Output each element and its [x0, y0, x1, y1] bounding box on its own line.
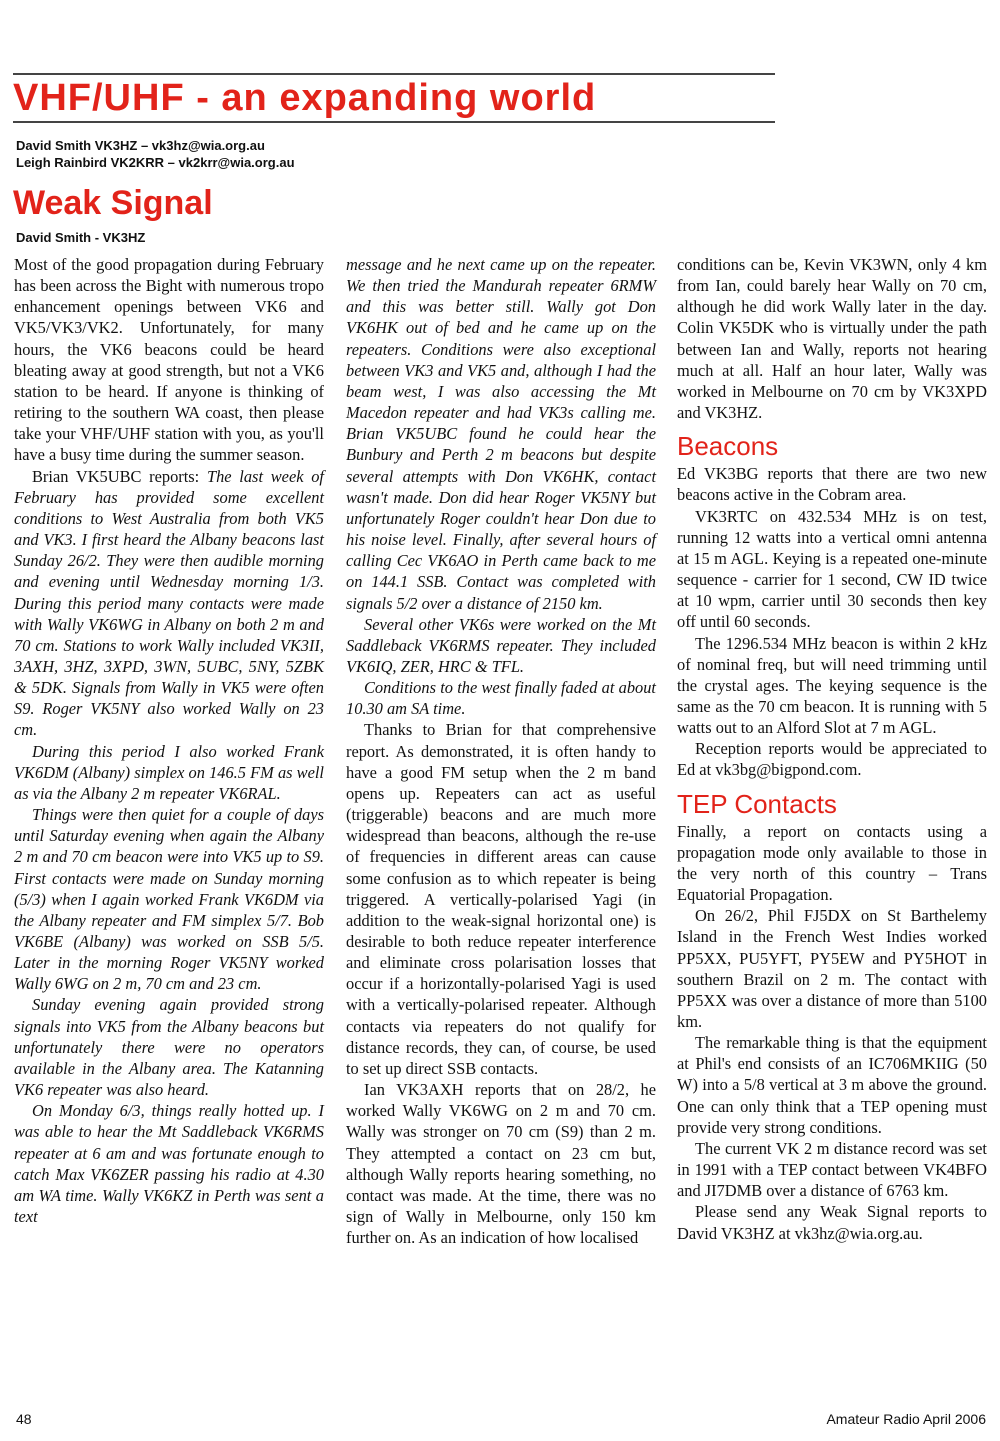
paragraph: On 26/2, Phil FJ5DX on St Barthelemy Island in the French West Indies worked PP5XX, PU5YFT, PY5EW and PY5HOT in southern Brazil on 2 m. The contact with PP5XX was over a distance of more than 5100 km. [677, 906, 987, 1031]
text-column-2 [346, 254, 656, 1248]
paragraph: Finally, a report on contacts using a propagation mode only available to those in the very north of this country – Trans Equatorial Propagation. [677, 821, 987, 905]
tep-contacts-heading: TEP Contacts [677, 788, 837, 819]
paragraph: Please send any Weak Signal reports to David VK3HZ at vk3hz@wia.org.au. [677, 1202, 987, 1243]
paragraph [14, 804, 324, 994]
paragraph: Reception reports would be appreciated to Ed at vk3bg@bigpond.com. [677, 739, 987, 780]
paragraph: Ian VK3AXH reports that on 28/2, he worked Wally VK6WG on 2 m and 70 cm. Wally was stronger on 70 cm (S9) than 2 m. They attempted a contact on 23 cm but, although Wally reports hearing something, no contact was made. At the time, there was no sign of Wally in Melbourne, only 150 km further on. As an indication of how localised [346, 1080, 656, 1248]
page-number: 48 [16, 1411, 32, 1427]
author-line: Leigh Rainbird VK2KRR – vk2krr@wia.org.au [16, 155, 295, 170]
quoted-report: Several other VK6s were worked on the Mt Saddleback VK6RMS repeater. They included VK6IQ, ZER, HRC & TFL. [346, 614, 656, 676]
paragraph: conditions can be, Kevin VK3WN, only 4 km from Ian, could barely hear Wally on 70 cm, although he did work Wally later in the day. Colin VK5DK who is virtually under the path between Ian and Wally, reports not hearing much at all. Half an hour later, Wally was worked in Melbourne on 70 cm by VK3XPD and VK3HZ. [677, 255, 987, 423]
quoted-report: On Monday 6/3, things really hotted up. I was able to hear the Mt Saddleback VK6RMS repeater at 6 am and was fortunate enough to catch Max VK6ZER passing his radio at 4.30 am WA time. Wally VK6KZ in Perth was sent a text [14, 1101, 324, 1227]
section-byline: David Smith - VK3HZ [16, 230, 146, 245]
paragraph [14, 466, 324, 741]
author-line: David Smith VK3HZ – vk3hz@wia.org.au [16, 138, 265, 153]
quoted-report: Sunday evening again provided strong signals into VK5 from the Albany beacons but unfortunately there were no operators available in the Albany area. The Katanning VK6 repeater was also heard. [14, 995, 324, 1100]
paragraph: The remarkable thing is that the equipment at Phil's end consists of an IC706MKIIG (50 W) into a 5/8 vertical at 3 m above the ground. One can only think that a TEP opening must provide very strong conditions. [677, 1033, 987, 1137]
paragraph: Ed VK3BG reports that there are two new beacons active in the Cobram area. [677, 464, 987, 505]
paragraph [14, 1100, 324, 1227]
column-authors [16, 137, 716, 171]
text-column-1 [14, 254, 324, 1227]
publication-footer: Amateur Radio April 2006 [826, 1411, 986, 1427]
paragraph [14, 994, 324, 1100]
title-rule-top [13, 73, 775, 75]
paragraph [346, 677, 656, 719]
column-title: VHF/UHF - an expanding world [13, 77, 597, 119]
paragraph: The current VK 2 m distance record was set in 1991 with a TEP contact between VK4BFO and JI7DMB over a distance of 6763 km. [677, 1138, 987, 1201]
quoted-report: Conditions to the west finally faded at about 10.30 am SA time. [346, 678, 656, 719]
title-rule-bottom [13, 121, 775, 123]
paragraph: VK3RTC on 432.534 MHz is on test, running 12 watts into a vertical omni antenna at 15 m AGL. Keying is a repeated one-minute sequence - carrier for 1 second, CW ID twice at 10 wpm, carrier until 30 seconds then key off until 60 seconds. [677, 506, 987, 632]
paragraph: Most of the good propagation during February has been across the Bight with numerous tropo enhancement openings between VK6 and VK5/VK3/VK2. Unfortunately, for many hours, the VK6 beacons could be heard bleating away at good strength, but not a VK6 station to be heard. If anyone is thinking of retiring to the southern WA coast, then please take your VHF/UHF station with you, as you'll have a busy time during the summer season. [14, 255, 324, 465]
paragraph [346, 614, 656, 677]
beacons-heading: Beacons [677, 431, 779, 462]
quoted-report: The last week of February has provided some excellent conditions to West Australia from both VK5 and VK3. I first heard the Albany beacons last Sunday 26/2. They were then audible morning and evening until Wednesday morning 1/3. During this period many contacts were made with Wally VK6WG in Albany on both 2 m and 70 cm. Stations to work Wally included VK3II, 3AXH, 3HZ, 3XPD, 3WN, 5UBC, 5NY, 5ZBK & 5DK. Signals from Wally in VK5 were often S9. Roger VK5NY also worked Wally on 23 cm. [14, 466, 324, 740]
paragraph: Thanks to Brian for that comprehensive report. As demonstrated, it is often handy to have a good FM setup when the 2 m band opens up. Repeaters can act as useful (triggerable) beacons and are much more widespread than beacons, although the re-use of frequencies in different areas can cause some confusion as to which repeater is being triggered. A vertically-polarised Yagi (in addition to the weak-signal horizontal one) is desirable to both reduce repeater interference and eliminate cross polarisation losses that occur if a horizontally-polarised Yagi is used with a vertically-polarised repeater. Although contacts via repeaters do not qualify for distance records, they can, of course, be used to set up direct SSB contacts. [346, 720, 656, 1078]
quoted-report: message and he next came up on the repeater. We then tried the Mandurah repeater 6RMW and this was better still. Wally got Don VK6HK out of bed and he came up on the repeaters. Conditions were also exceptional between VK3 and VK5 and, although I had the beam west, I was also accessing the Mt Macedon repeater and had VK3s calling me. Brian VK5UBC found he could hear the Bunbury and Perth 2 m beacons but despite several attempts with Don VK6HK, contact wasn't made. Don did hear Roger VK5NY but unfortunately Roger couldn't hear Don due to his noise level. Finally, after several hours of calling Cec VK6AO in Perth came back to me on 144.1 SSB. Contact was completed with signals 5/2 over a distance of 2150 km. [346, 255, 656, 613]
paragraph [346, 254, 656, 614]
paragraph [14, 741, 324, 804]
text-column-3 [677, 254, 987, 1244]
quoted-report: During this period I also worked Frank VK6DM (Albany) simplex on 146.5 FM as well as via the Albany 2 m repeater VK6RAL. [14, 741, 324, 803]
section-title: Weak Signal [13, 184, 213, 222]
paragraph: The 1296.534 MHz beacon is within 2 kHz of nominal freq, but will need trimming until the crystal ages. The keying sequence is the same as the 70 cm beacon. It is running with 5 watts out to an Alford Slot at 7 m AGL. [677, 633, 987, 738]
quoted-report: Things were then quiet for a couple of days until Saturday evening when again the Albany 2 m and 70 cm beacon were into VK5 up to S9. First contacts were made on Sunday morning (5/3) when I again worked Frank VK6DM via the Albany repeater and FM simplex 5/7. Bob VK6BE (Albany) was worked on SSB 5/5. Later in the morning Roger VK5NY worked Wally 6WG on 2 m, 70 cm and 23 cm. [14, 805, 324, 994]
paragraph-lead: Brian VK5UBC reports: [32, 466, 207, 486]
